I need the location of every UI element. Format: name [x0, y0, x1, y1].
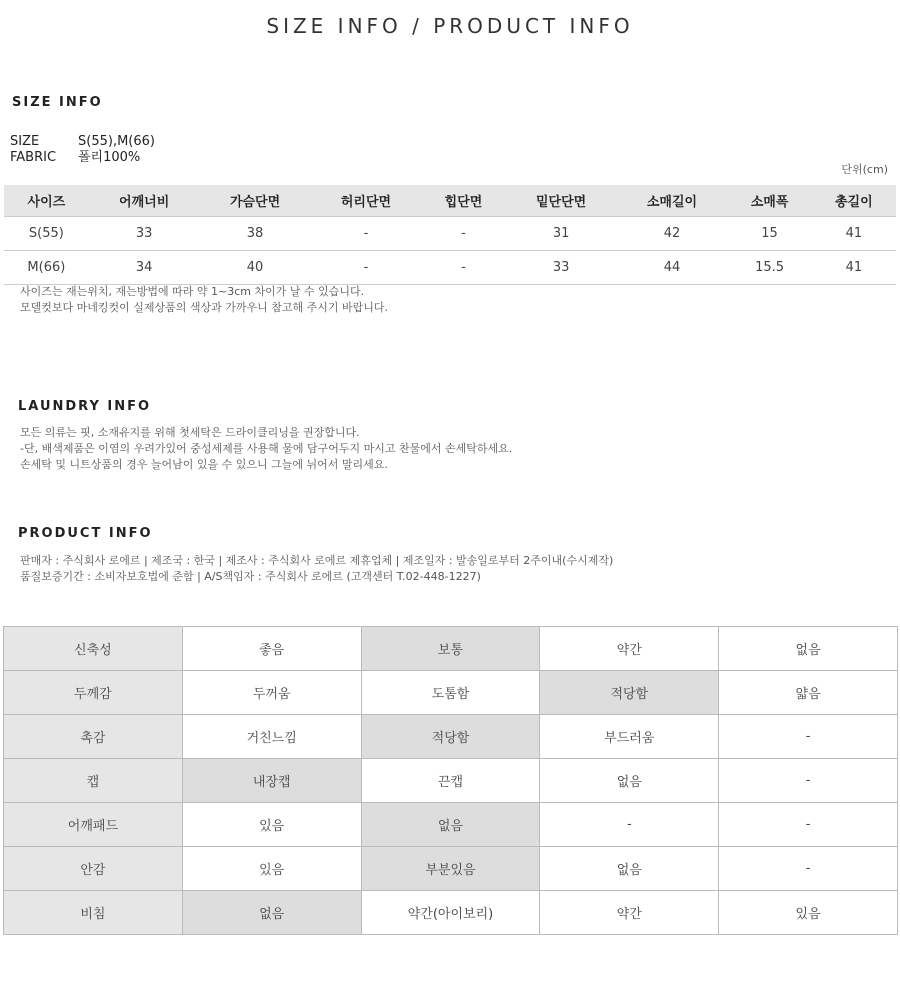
attribute-name: 안감 [4, 847, 183, 891]
size-note: 사이즈는 재는위치, 재는방법에 따라 약 1~3cm 차이가 날 수 있습니다. [20, 285, 365, 298]
table-cell: 44 [617, 251, 728, 285]
attribute-option: 끈캡 [361, 759, 540, 803]
header-cell: 소매길이 [617, 185, 728, 217]
table-cell: 41 [812, 217, 896, 251]
header-cell: 어깨너비 [89, 185, 200, 217]
attribute-option-selected: 없음 [182, 891, 361, 935]
attribute-name: 캡 [4, 759, 183, 803]
attribute-option-selected: 없음 [361, 803, 540, 847]
table-cell: 42 [617, 217, 728, 251]
size-value: S(55),M(66) [78, 134, 155, 149]
attribute-option: 약간 [540, 627, 719, 671]
laundry-line: 손세탁 및 니트상품의 경우 늘어남이 있을 수 있으니 그늘에 뉘어서 말리세요. [20, 458, 388, 471]
attribute-row [4, 847, 898, 891]
size-notes [20, 284, 388, 316]
attribute-option: 없음 [719, 627, 898, 671]
table-cell: 15 [727, 217, 811, 251]
attribute-option: 두꺼움 [182, 671, 361, 715]
attribute-option: 약간 [540, 891, 719, 935]
fabric-value: 폴리100% [78, 150, 141, 165]
attribute-row [4, 759, 898, 803]
attribute-option: 약간(아이보리) [361, 891, 540, 935]
attribute-option: 부드러움 [540, 715, 719, 759]
table-cell: - [311, 251, 422, 285]
fabric-spec [10, 150, 140, 166]
attribute-option: 거친느낌 [182, 715, 361, 759]
fabric-label: FABRIC [10, 150, 57, 165]
unit-label: 단위(cm) [841, 163, 888, 176]
table-cell: - [421, 217, 505, 251]
attribute-option-selected: 적당함 [540, 671, 719, 715]
attribute-row [4, 891, 898, 935]
table-cell: 34 [89, 251, 200, 285]
table-cell: 38 [200, 217, 311, 251]
table-row [4, 217, 896, 251]
size-table-header [4, 185, 896, 217]
product-notes [20, 553, 613, 585]
table-cell: 40 [200, 251, 311, 285]
attribute-option: 얇음 [719, 671, 898, 715]
table-cell: S(55) [4, 217, 89, 251]
attribute-name: 비침 [4, 891, 183, 935]
size-note: 모델컷보다 마네킹컷이 실제상품의 색상과 가까우니 참고해 주시기 바랍니다. [20, 301, 389, 314]
laundry-line: -단, 배색제품은 이염의 우려가있어 중성세제를 사용해 물에 담구어두지 마시고 찬물에서 손세탁하세요. [20, 442, 513, 455]
table-cell: 33 [506, 251, 617, 285]
attribute-name: 신축성 [4, 627, 183, 671]
attribute-option-selected: 내장캡 [182, 759, 361, 803]
product-line: 품질보증기간 : 소비자보호법에 준함 | A/S책임자 : 주식회사 로에르 (고객센터 T.02-448-1227) [20, 570, 481, 583]
table-cell: - [311, 217, 422, 251]
attribute-option-selected: 적당함 [361, 715, 540, 759]
attribute-option: 있음 [719, 891, 898, 935]
table-cell: 33 [89, 217, 200, 251]
attribute-name: 두께감 [4, 671, 183, 715]
attribute-row [4, 715, 898, 759]
size-info-heading: SIZE INFO [12, 95, 103, 110]
attribute-option: 있음 [182, 803, 361, 847]
attribute-option: - [719, 759, 898, 803]
attribute-option: 없음 [540, 759, 719, 803]
attribute-name: 촉감 [4, 715, 183, 759]
attribute-row [4, 627, 898, 671]
size-label: SIZE [10, 134, 40, 149]
attribute-option-selected: 부분있음 [361, 847, 540, 891]
header-cell: 밑단단면 [506, 185, 617, 217]
header-cell: 사이즈 [4, 185, 89, 217]
header-cell: 힙단면 [421, 185, 505, 217]
attribute-name: 어깨패드 [4, 803, 183, 847]
table-row [4, 251, 896, 285]
attribute-row [4, 803, 898, 847]
laundry-line: 모든 의류는 핏, 소재유지를 위해 첫세탁은 드라이클리닝을 권장합니다. [20, 426, 360, 439]
table-cell: 31 [506, 217, 617, 251]
attribute-option: - [719, 715, 898, 759]
attribute-option: - [540, 803, 719, 847]
laundry-info-heading: LAUNDRY INFO [18, 399, 152, 414]
attribute-option: - [719, 847, 898, 891]
attribute-option: 있음 [182, 847, 361, 891]
table-cell: 15.5 [727, 251, 811, 285]
attribute-table [3, 626, 898, 935]
attribute-option: - [719, 803, 898, 847]
attribute-option-selected: 보통 [361, 627, 540, 671]
size-spec [10, 134, 155, 150]
attribute-option: 좋음 [182, 627, 361, 671]
product-line: 판매자 : 주식회사 로에르 | 제조국 : 한국 | 제조사 : 주식회사 로에르 제휴업체 | 제조일자 : 발송일로부터 2주이내(수시제작) [20, 554, 614, 567]
header-cell: 허리단면 [311, 185, 422, 217]
header-cell: 소매폭 [727, 185, 811, 217]
table-cell: M(66) [4, 251, 89, 285]
attribute-option: 없음 [540, 847, 719, 891]
attribute-option: 도톰함 [361, 671, 540, 715]
table-cell: 41 [812, 251, 896, 285]
page-title: SIZE INFO / PRODUCT INFO [266, 14, 634, 38]
table-cell: - [421, 251, 505, 285]
attribute-row [4, 671, 898, 715]
product-info-heading: PRODUCT INFO [18, 526, 153, 541]
header-cell: 가슴단면 [200, 185, 311, 217]
header-cell: 총길이 [812, 185, 896, 217]
laundry-notes [20, 425, 512, 473]
size-table [4, 185, 896, 285]
